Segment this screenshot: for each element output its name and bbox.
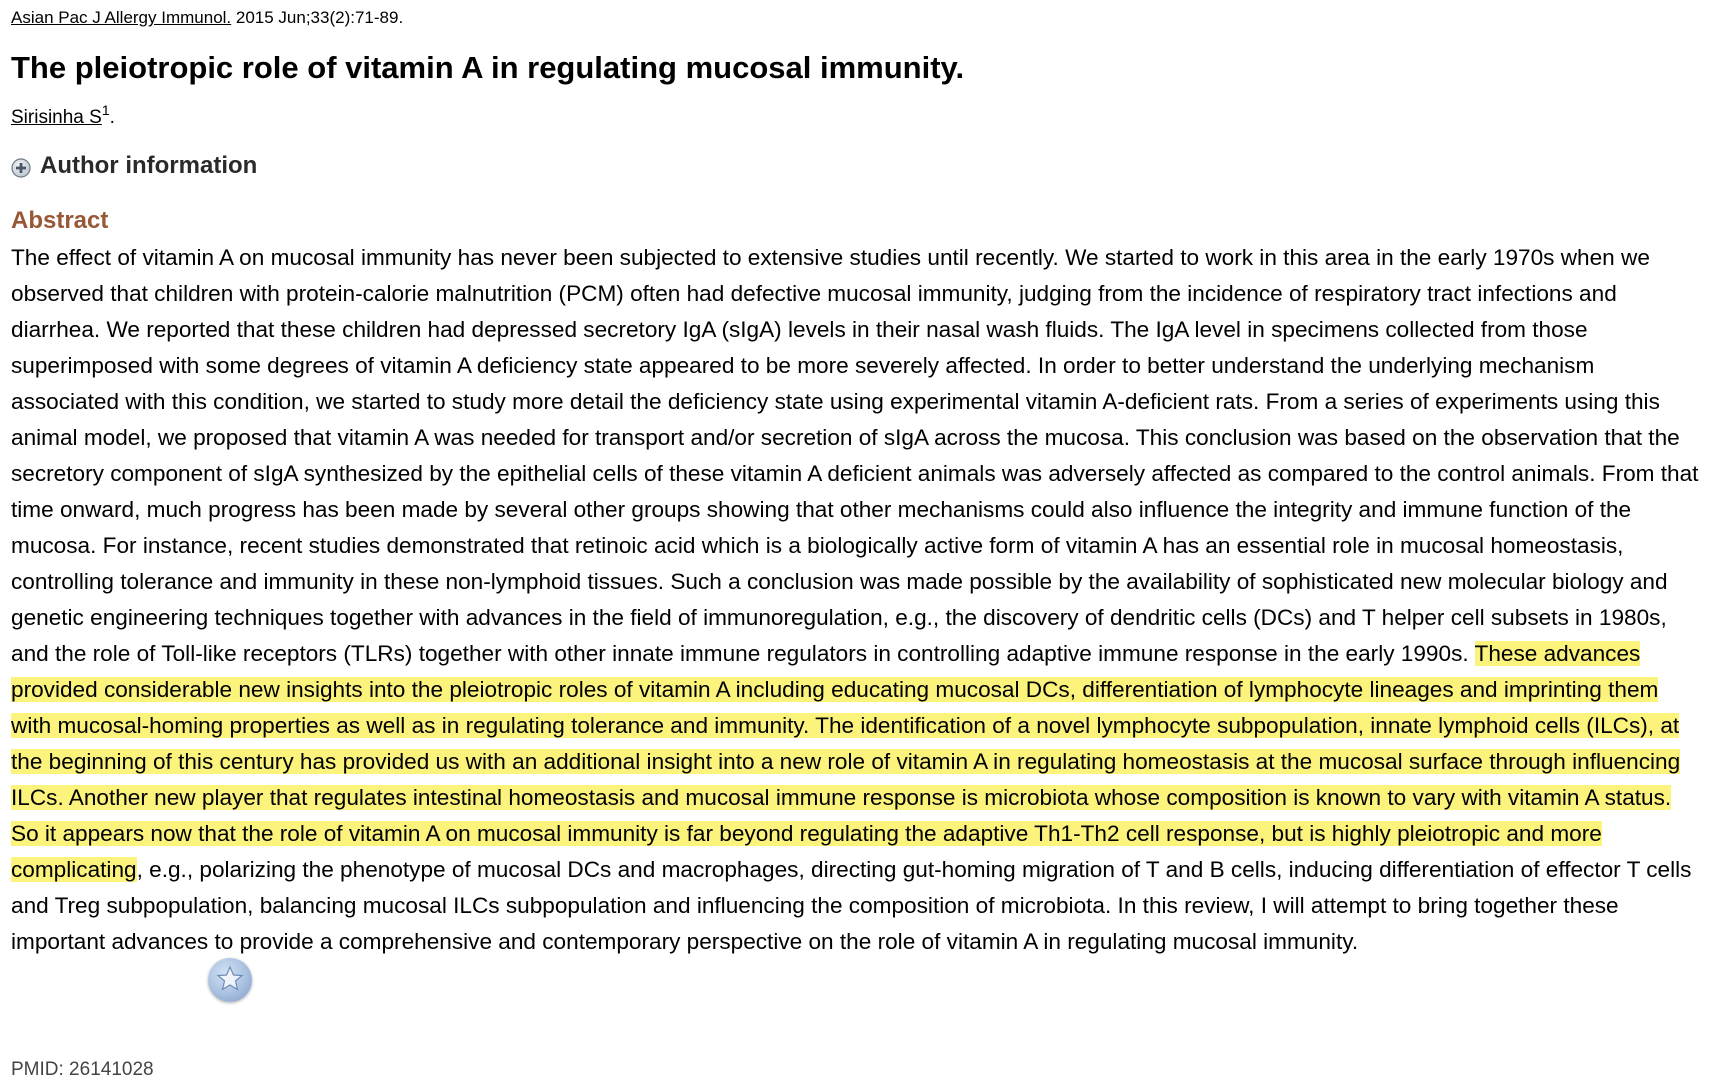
star-badge-icon [215, 964, 245, 994]
abstract-highlighted-text: These advances provided considerable new insights into the pleiotropic roles of vitamin A including educating mucosal DCs, differentiation of lymphocyte lineages and imprinting them with mucosal-homing properties as well as in regulating tolerance and immunity. The identification of a novel lymphocyte subpopulation, innate lymphoid cells (ILCs), at the beginning of this century has provided us with an additional insight into a new role of vitamin A in regulating homeostasis at the mucosal surface through influencing ILCs. Another new player that regulates intestinal homeostasis and mucosal immune response is microbiota whose composition is known to vary with vitamin A status. So it appears now that the role of vitamin A on mucosal immunity is far beyond regulating the adaptive Th1-Th2 cell response, but is highly pleiotropic and more complicating [11, 641, 1681, 882]
pmid: PMID: 26141028 [11, 1059, 154, 1080]
author-list [11, 102, 115, 131]
abstract-text-part-2: , e.g., polarizing the phenotype of mucosal DCs and macrophages, directing gut-homing migration of T and B cells, inducing differentiation of effector T cells and Treg subpopulation, balancing mucosal ILCs subpopulation and influencing the composition of microbiota. In this review, I will attempt to bring together these important advances to provide a comprehensive and contemporary perspective on the role of vitamin A in regulating mucosal immunity. [11, 857, 1692, 954]
author-information-toggle[interactable] [11, 151, 257, 181]
author-information-label: Author information [40, 152, 258, 179]
plus-circle-icon[interactable] [11, 156, 31, 176]
citation-details: 2015 Jun;33(2):71-89. [231, 8, 404, 27]
affiliation-marker: 1 [101, 102, 110, 118]
abstract-heading: Abstract [11, 207, 109, 234]
article-title: The pleiotropic role of vitamin A in regulating mucosal immunity. [11, 50, 965, 85]
citation [11, 7, 403, 29]
author-link[interactable]: Sirisinha S [11, 107, 102, 128]
journal-link[interactable]: Asian Pac J Allergy Immunol. [11, 8, 232, 27]
floating-star-badge[interactable] [208, 958, 252, 1002]
author-list-trailing: . [109, 107, 115, 128]
abstract-text-part-1: The effect of vitamin A on mucosal immunity has never been subjected to extensive studies until recently. We started to work in this area in the early 1970s when we observed that children with protein-calorie malnutrition (PCM) often had defective mucosal immunity, judging from the incidence of respiratory tract infections and diarrhea. We reported that these children had depressed secretory IgA (sIgA) levels in their nasal wash fluids. The IgA level in specimens collected from those superimposed with some degrees of vitamin A deficiency state appeared to be more severely affected. In order to better understand the underlying mechanism associated with this condition, we started to study more detail the deficiency state using experimental vitamin A-deficient rats. From a series of experiments using this animal model, we proposed that vitamin A was needed for transport and/or secretion of sIgA across the mucosa. This conclusion was based on the observation that the secretory component of sIgA synthesized by the epithelial cells of these vitamin A deficient animals was adversely affected as compared to the control animals. From that time onward, much progress has been made by several other groups showing that other mechanisms could also influence the integrity and immune function of the mucosa. For instance, recent studies demonstrated that retinoic acid which is a biologically active form of vitamin A has an essential role in mucosal homeostasis, controlling tolerance and immunity in these non-lymphoid tissues. Such a conclusion was made possible by the availability of sophisticated new molecular biology and genetic engineering techniques together with advances in the field of immunoregulation, e.g., the discovery of dendritic cells (DCs) and T helper cell subsets in 1980s, and the role of Toll-like receptors (TLRs) together with other innate immune regulators in controlling adaptive immune response in the early 1990s. [11, 245, 1699, 666]
abstract-text [11, 240, 1701, 960]
